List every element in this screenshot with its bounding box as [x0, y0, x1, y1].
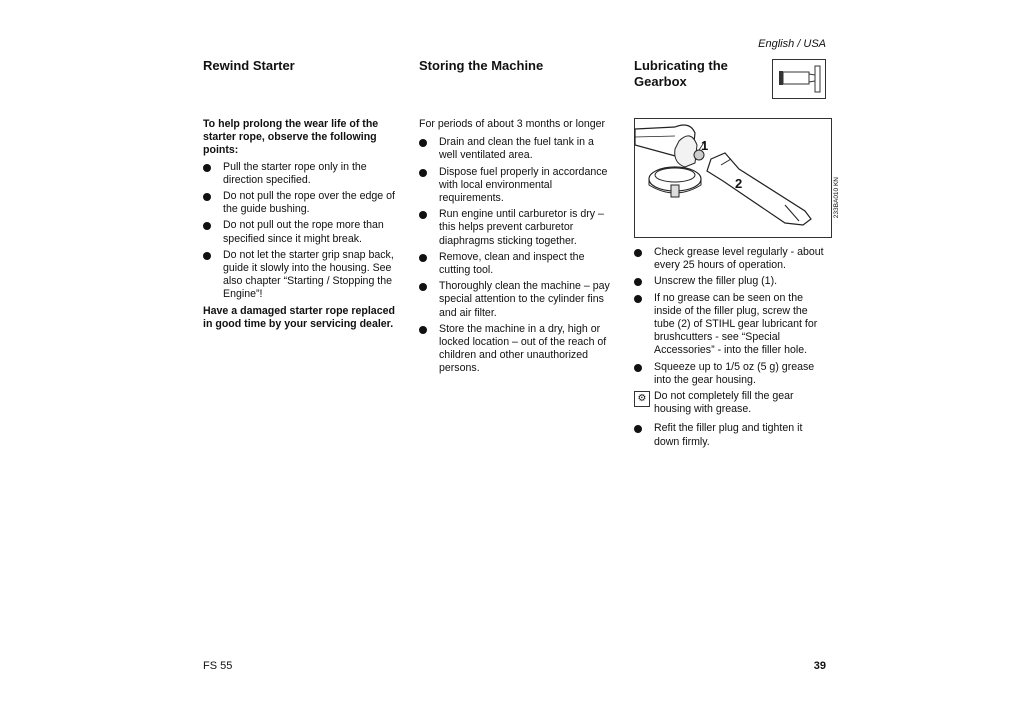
list-item-text: Check grease level regularly - about every 25 hours of operation.: [654, 246, 824, 272]
list-item: [419, 251, 615, 277]
bullet-icon: [203, 252, 211, 260]
language-label: English / USA: [758, 38, 826, 50]
bullet-icon: [419, 283, 427, 291]
bullet-icon: [419, 169, 427, 177]
grease-tube-icon: [772, 59, 826, 99]
list-item-text: Do not pull the rope over the edge of the guide bushing.: [223, 190, 395, 216]
list-item: [203, 219, 399, 245]
bullet-icon: [203, 164, 211, 172]
list-item: [419, 166, 615, 206]
bullet-icon: [203, 222, 211, 230]
list-item-text: Squeeze up to 1/5 oz (5 g) grease into the gear housing.: [654, 360, 815, 386]
list-item: [634, 361, 830, 387]
column-lubricating-gearbox: [634, 58, 840, 452]
bullet-icon: [634, 278, 642, 286]
gear-icon: ⚙: [634, 391, 650, 407]
gearbox-illustration: [634, 118, 840, 238]
list-item: [634, 275, 830, 288]
section-header: [419, 58, 615, 118]
section-title: Lubricating the Gearbox: [634, 58, 728, 89]
bullet-icon: [634, 295, 642, 303]
list-item-text: Unscrew the filler plug (1).: [654, 275, 778, 288]
list-item-text: Do not pull out the rope more than specified since it might break.: [223, 219, 384, 245]
closing-text: Have a damaged starter rope replaced in good time by your servicing dealer.: [203, 304, 395, 330]
list-item: [419, 208, 615, 248]
bullet-icon: [419, 254, 427, 262]
list-item-text: Pull the starter rope only in the direction specified.: [223, 160, 367, 186]
bullet-icon: [203, 193, 211, 201]
bullet-icon: [634, 249, 642, 257]
footer-model: FS 55: [203, 660, 233, 672]
bullet-icon: [419, 139, 427, 147]
section-header: [634, 58, 830, 118]
figure-code: 233BA010 KN: [833, 177, 840, 219]
section-title: Storing the Machine: [419, 58, 544, 73]
list-item: [203, 190, 399, 216]
list-item: [203, 249, 399, 302]
list-item-text: Remove, clean and inspect the cutting tool.: [439, 250, 585, 277]
intro-text: To help prolong the wear life of the starter rope, observe the following points:: [203, 118, 379, 157]
list-item: [419, 280, 615, 320]
list-item: [634, 246, 830, 272]
bullet-icon: [634, 425, 642, 433]
note-text: Do not completely fill the gear housing with grease.: [654, 390, 794, 416]
list-item-text: Thoroughly clean the machine – pay special attention to the cylinder fins and air filter.: [439, 280, 610, 319]
list-item: [634, 292, 830, 358]
list-item-text: Refit the filler plug and tighten it down firmly.: [654, 422, 803, 448]
bullet-icon: [634, 364, 642, 372]
column-storing-machine: [419, 58, 615, 379]
list-item-text: Dispose fuel properly in accordance with local environmental requirements.: [439, 165, 608, 205]
callout-1: 1: [701, 138, 709, 153]
list-item: [419, 136, 615, 162]
bullet-icon: [419, 211, 427, 219]
list-item-text: Do not let the starter grip snap back, guide it slowly into the housing. See also chapter “Starting / Stopping the Engine”!: [223, 248, 394, 301]
section-header: [203, 58, 399, 118]
list-item-text: Run engine until carburetor is dry – this helps prevent carburetor diaphragms sticking together.: [439, 208, 604, 247]
list-item-text: Store the machine in a dry, high or locked location – out of the reach of children and other unauthorized persons.: [439, 322, 607, 375]
bullet-icon: [419, 326, 427, 334]
note: [634, 390, 830, 416]
list-item: [419, 323, 615, 376]
list-item-text: Drain and clean the fuel tank in a well ventilated area.: [439, 136, 594, 162]
list-item-text: If no grease can be seen on the inside of the filler plug, screw the tube (2) of STIHL gear lubricant for brushcutters - see “Special Accessories” - into the filler hole.: [654, 291, 818, 357]
page-number: 39: [813, 660, 826, 672]
section-title: Rewind Starter: [203, 58, 295, 73]
column-rewind-starter: [203, 58, 399, 331]
callout-2: 2: [735, 176, 743, 191]
list-item: [634, 422, 830, 448]
intro-text: For periods of about 3 months or longer: [419, 118, 606, 130]
list-item: [203, 161, 399, 187]
